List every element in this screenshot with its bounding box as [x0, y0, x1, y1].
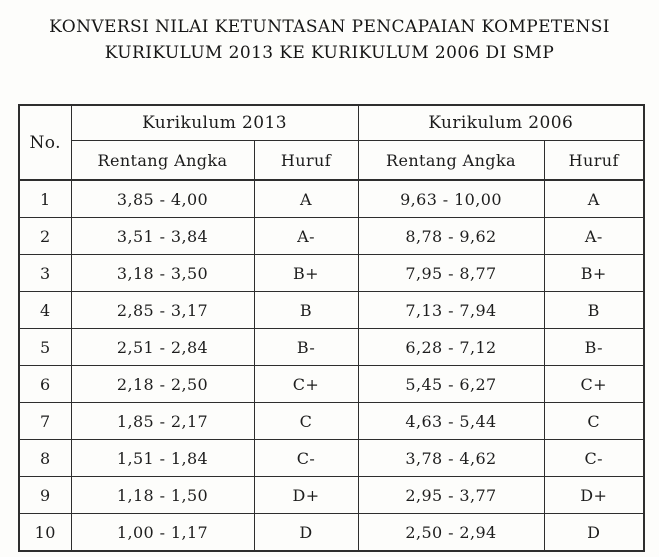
k2013-rentang-cell: 1,18 - 1,50	[71, 477, 254, 514]
row-number-cell: 6	[19, 366, 71, 403]
k2013-huruf-cell: A-	[254, 218, 358, 255]
k2006-rentang-cell: 5,45 - 6,27	[358, 366, 544, 403]
k2013-huruf-cell: C	[254, 403, 358, 440]
k2006-huruf-cell: D+	[544, 477, 644, 514]
table-row	[19, 514, 644, 552]
table-row	[19, 218, 644, 255]
k2013-huruf-cell: A	[254, 180, 358, 218]
k2006-huruf-cell: D	[544, 514, 644, 552]
table-row	[19, 403, 644, 440]
page-title-line-1: KONVERSI NILAI KETUNTASAN PENCAPAIAN KOMPETENSI	[49, 17, 610, 37]
table-row	[19, 180, 644, 218]
k2013-rentang-cell: 1,85 - 2,17	[71, 403, 254, 440]
page-title	[10, 14, 649, 66]
row-number-cell: 9	[19, 477, 71, 514]
k2013-huruf-cell: B+	[254, 255, 358, 292]
k2013-huruf-cell: B-	[254, 329, 358, 366]
k2006-huruf-cell: B-	[544, 329, 644, 366]
k2006-huruf-cell: C+	[544, 366, 644, 403]
header-no: No.	[19, 105, 71, 180]
k2006-rentang-cell: 6,28 - 7,12	[358, 329, 544, 366]
k2006-rentang-cell: 4,63 - 5,44	[358, 403, 544, 440]
k2006-rentang-cell: 2,95 - 3,77	[358, 477, 544, 514]
k2006-rentang-cell: 9,63 - 10,00	[358, 180, 544, 218]
table-row	[19, 366, 644, 403]
header-huruf-2006: Huruf	[544, 141, 644, 181]
table-body	[19, 180, 644, 551]
k2013-rentang-cell: 1,00 - 1,17	[71, 514, 254, 552]
k2013-huruf-cell: B	[254, 292, 358, 329]
k2006-huruf-cell: C-	[544, 440, 644, 477]
row-number-cell: 10	[19, 514, 71, 552]
row-number-cell: 2	[19, 218, 71, 255]
row-number-cell: 5	[19, 329, 71, 366]
header-rentang-angka-2006: Rentang Angka	[358, 141, 544, 181]
k2006-rentang-cell: 3,78 - 4,62	[358, 440, 544, 477]
row-number-cell: 8	[19, 440, 71, 477]
k2006-huruf-cell: C	[544, 403, 644, 440]
table-row	[19, 255, 644, 292]
row-number-cell: 1	[19, 180, 71, 218]
table-row	[19, 329, 644, 366]
conversion-table-container	[18, 104, 645, 552]
header-huruf-2013: Huruf	[254, 141, 358, 181]
k2013-huruf-cell: D+	[254, 477, 358, 514]
table-header-group-row	[19, 105, 644, 141]
k2013-rentang-cell: 2,18 - 2,50	[71, 366, 254, 403]
k2013-rentang-cell: 3,18 - 3,50	[71, 255, 254, 292]
k2006-rentang-cell: 7,95 - 8,77	[358, 255, 544, 292]
k2006-rentang-cell: 2,50 - 2,94	[358, 514, 544, 552]
table-row	[19, 440, 644, 477]
k2013-huruf-cell: D	[254, 514, 358, 552]
header-kurikulum-2006: Kurikulum 2006	[358, 105, 644, 141]
table-row	[19, 292, 644, 329]
k2006-huruf-cell: B	[544, 292, 644, 329]
k2013-rentang-cell: 2,85 - 3,17	[71, 292, 254, 329]
row-number-cell: 7	[19, 403, 71, 440]
header-rentang-angka-2013: Rentang Angka	[71, 141, 254, 181]
table-header-sub-row	[19, 141, 644, 181]
table-row	[19, 477, 644, 514]
conversion-table	[18, 104, 645, 552]
k2006-huruf-cell: B+	[544, 255, 644, 292]
k2006-rentang-cell: 7,13 - 7,94	[358, 292, 544, 329]
table-header	[19, 105, 644, 180]
k2006-huruf-cell: A-	[544, 218, 644, 255]
k2013-huruf-cell: C+	[254, 366, 358, 403]
k2013-rentang-cell: 1,51 - 1,84	[71, 440, 254, 477]
k2013-huruf-cell: C-	[254, 440, 358, 477]
k2013-rentang-cell: 3,85 - 4,00	[71, 180, 254, 218]
k2006-huruf-cell: A	[544, 180, 644, 218]
row-number-cell: 4	[19, 292, 71, 329]
row-number-cell: 3	[19, 255, 71, 292]
page-title-line-2: KURIKULUM 2013 KE KURIKULUM 2006 DI SMP	[104, 43, 555, 63]
k2013-rentang-cell: 3,51 - 3,84	[71, 218, 254, 255]
header-kurikulum-2013: Kurikulum 2013	[71, 105, 358, 141]
k2013-rentang-cell: 2,51 - 2,84	[71, 329, 254, 366]
k2006-rentang-cell: 8,78 - 9,62	[358, 218, 544, 255]
